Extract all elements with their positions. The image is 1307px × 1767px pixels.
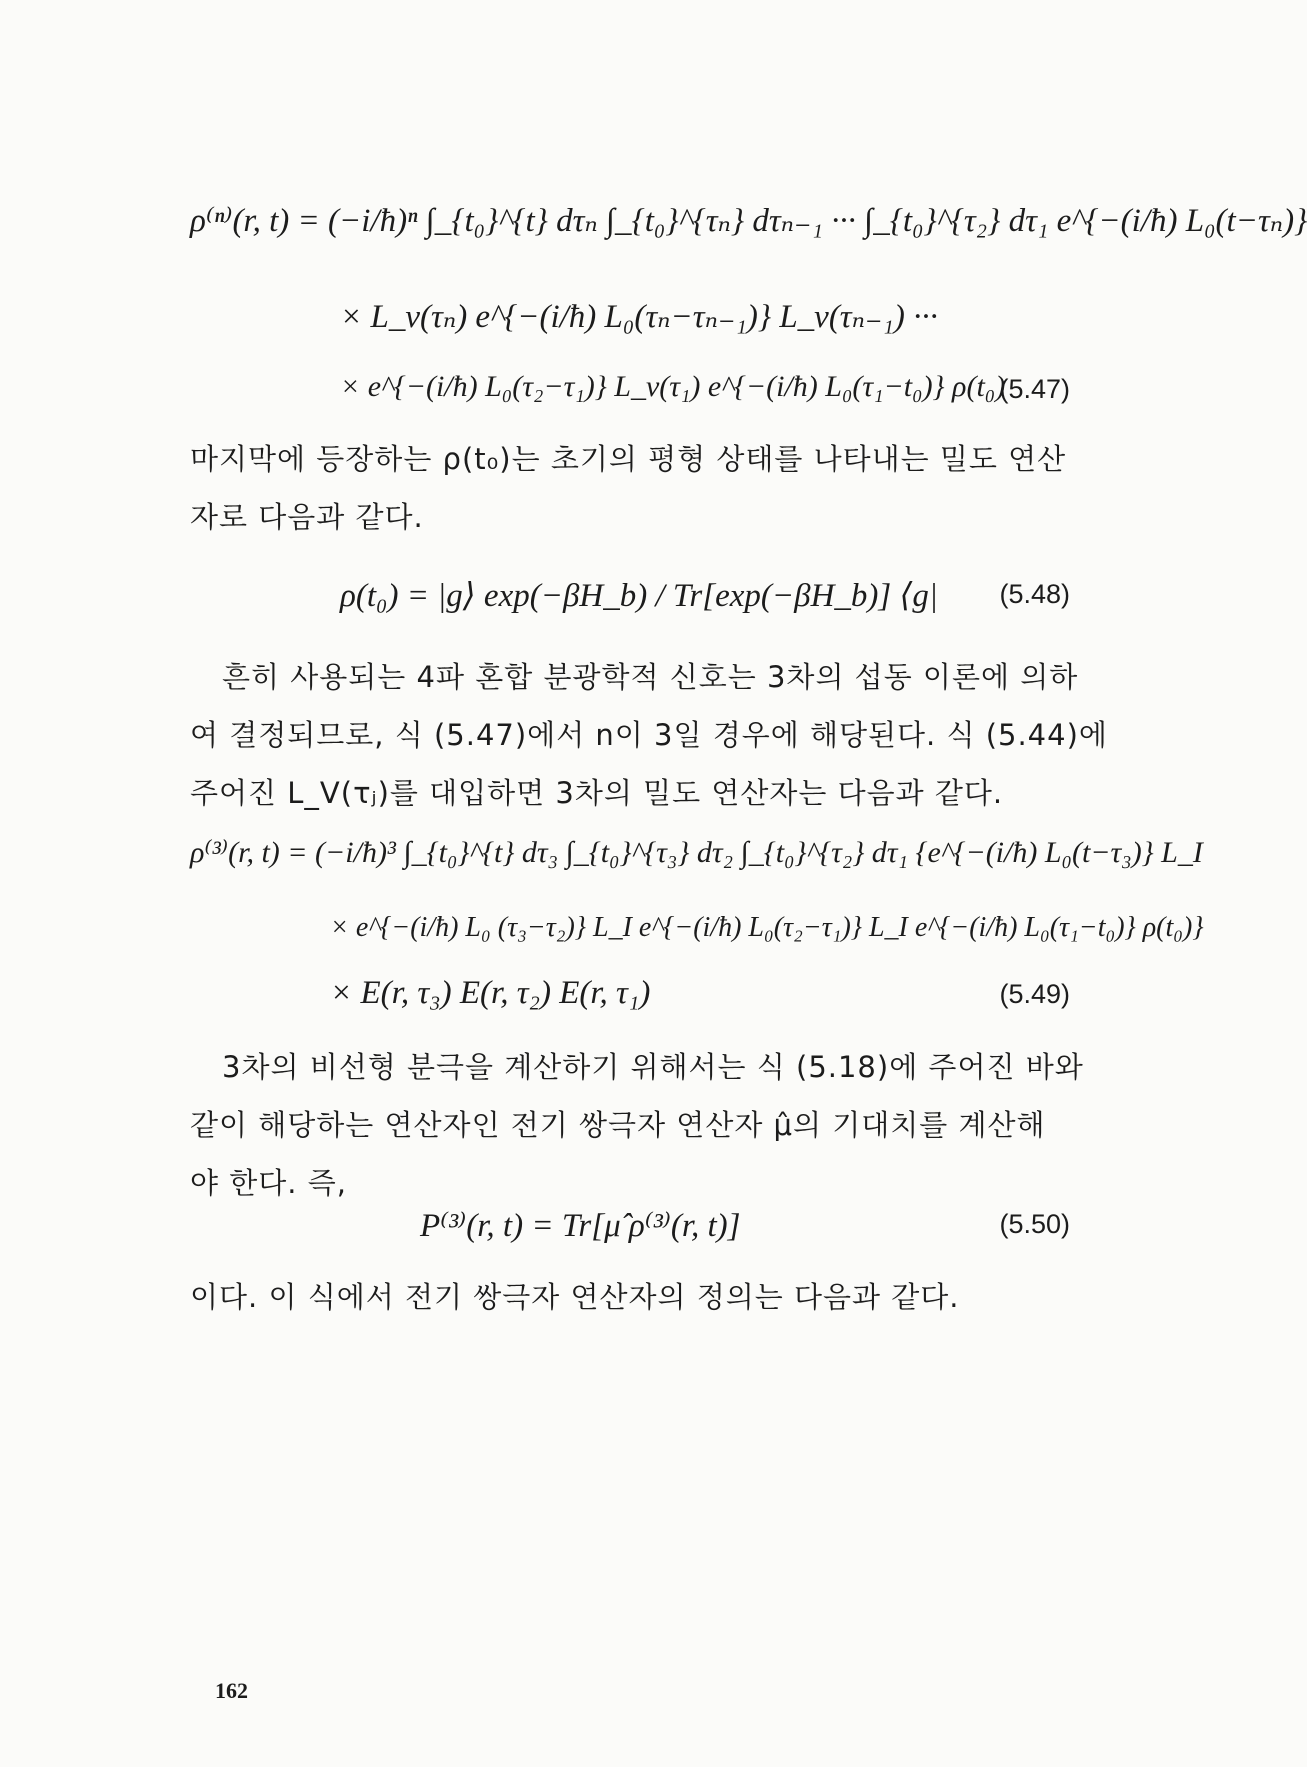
equation-text: ρ⁽³⁾(r, t) = (−i/ħ)³ ∫_{t₀}^{t} dτ₃ ∫_{t₀}^{τ₃} dτ₂ ∫_{t₀}^{τ₂} dτ₁ {e^{−(i/ħ) L₀(t−τ₃)} L_I (190, 836, 1203, 869)
equation-text: × e^{−(i/ħ) L₀ (τ₃−τ₂)} L_I e^{−(i/ħ) L₀(τ₂−τ₁)} L_I e^{−(i/ħ) L₀(τ₁−t₀)} ρ(t₀)} (330, 912, 1204, 943)
paragraph-4 (190, 1268, 1070, 1326)
equation-text: × E(r, τ₃) E(r, τ₂) E(r, τ₁) (330, 975, 651, 1011)
equation-number: (5.50) (999, 1209, 1070, 1239)
text-line: 같이 해당하는 연산자인 전기 쌍극자 연산자 μ̂의 기대치를 계산해 (190, 1108, 1046, 1142)
text-line: 이다. 이 식에서 전기 쌍극자 연산자의 정의는 다음과 같다. (190, 1280, 960, 1314)
equation-number: (5.48) (999, 579, 1070, 609)
text-line: 주어진 L_V(τⱼ)를 대입하면 3차의 밀도 연산자는 다음과 같다. (190, 776, 1004, 810)
text-line: 3차의 비선형 분극을 계산하기 위해서는 식 (5.18)에 주어진 바와 (222, 1050, 1084, 1084)
text-line: 야 한다. 즉, (190, 1166, 347, 1200)
equation-text: P⁽³⁾(r, t) = Tr[μ̂ ρ⁽³⁾(r, t)] (420, 1208, 741, 1244)
page-number: 162 (215, 1678, 248, 1703)
text-line: 자로 다음과 같다. (190, 500, 424, 534)
paragraph-1 (190, 430, 1070, 546)
equation-number: (5.49) (999, 979, 1070, 1009)
equation-text: × L_v(τₙ) e^{−(i/ħ) L₀(τₙ−τₙ₋₁)} L_v(τₙ₋₁) ··· (340, 299, 938, 335)
equation-number: (5.47) (999, 374, 1070, 404)
paragraph-2 (190, 648, 1108, 822)
paragraph-3 (190, 1038, 1084, 1212)
text-line: 마지막에 등장하는 ρ(t₀)는 초기의 평형 상태를 나타내는 밀도 연산 (190, 442, 1067, 476)
equation-text: × e^{−(i/ħ) L₀(τ₂−τ₁)} L_v(τ₁) e^{−(i/ħ) L₀(τ₁−t₀)} ρ(t₀) (340, 370, 1006, 403)
equation-text: ρ(t₀) = |g⟩ exp(−βH_b) / Tr[exp(−βH_b)] ⟨g| (340, 578, 938, 614)
equation-text: ρ⁽ⁿ⁾(r, t) = (−i/ħ)ⁿ ∫_{t₀}^{t} dτₙ ∫_{t₀}^{τₙ} dτₙ₋₁ ··· ∫_{t₀}^{τ₂} dτ₁ e^{−(i/ħ) L₀(t−τₙ)} (190, 203, 1307, 239)
text-line: 흔히 사용되는 4파 혼합 분광학적 신호는 3차의 섭동 이론에 의하 (222, 660, 1079, 694)
text-line: 여 결정되므로, 식 (5.47)에서 n이 3일 경우에 해당된다. 식 (5.44)에 (190, 718, 1108, 752)
